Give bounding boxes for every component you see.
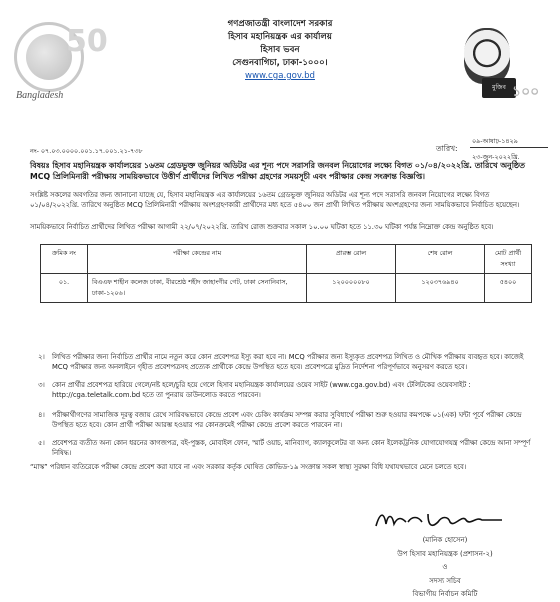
office-address: সেগুনবাগিচা, ঢাকা-১০০০। bbox=[232, 58, 328, 68]
col-total: মোট প্রার্থী সংখ্যা bbox=[485, 245, 532, 274]
signature-block bbox=[360, 534, 530, 602]
memo-number: নং- ০৭.০৩.০০০০.০০১.১৭.০০১.২১-৭৩৮ bbox=[30, 147, 143, 155]
cell-end-roll: ১২০৩৭৬৯৪০ bbox=[396, 274, 485, 303]
cell-center: বিএএফ শাহীন কলেজ ঢাকা, বীরশ্রেষ্ঠ শহীদ জাহাংগীর গেট, ঢাকা সেনানিবাস, ঢাকা-১২০৬। bbox=[88, 274, 307, 303]
col-end-roll: শেষ রোল bbox=[396, 245, 485, 274]
building-name: হিসাব ভবন bbox=[260, 45, 300, 55]
cell-start-roll: ১২০০০০০৮০ bbox=[307, 274, 396, 303]
date-english: ২৩-জুন-২০২২খ্রি. bbox=[472, 153, 520, 161]
date-bangla: ০৯-আষাঢ়-১৪২৯ bbox=[472, 137, 518, 145]
signatory-and: ও bbox=[442, 563, 448, 571]
website-link[interactable]: www.cga.gov.bd bbox=[245, 71, 315, 81]
letterhead bbox=[150, 18, 410, 83]
schedule-paragraph: সাময়িকভাবে নির্বাচিত প্রার্থীদের লিখিত পরীক্ষা আগামী ২২/০৭/২০২২খ্রি. তারিখ রোজ শুক্রবার সকাল ১০.০০ ঘটিকা হতে ১১.৩০ ঘটিকা পর্যন্ত নিম্নোক্ত কেন্দ্র অনুষ্ঠিত হবে। bbox=[30, 223, 494, 231]
table-header-row bbox=[41, 245, 532, 274]
col-center: পরীক্ষা কেন্দ্রের নাম bbox=[88, 245, 307, 274]
signatory-name: (মানিক হোসেন) bbox=[422, 536, 468, 544]
bangladesh-50-logo: 50 Bangladesh bbox=[16, 24, 108, 101]
date-label: তারিখ: bbox=[436, 144, 458, 153]
intro-paragraph: সংশ্লিষ্ট সকলের অবগতির জন্য জানানো যাচ্ছে যে, হিসাব মহানিয়ন্ত্রক এর কার্যালয়ের ১৬তম গ্রেডভুক্ত জুনিয়র অডিটর এর শূন্য পদে সরাসরি জনবল নিয়োগের লক্ষ্যে বিগত ০১/০৪/২০২২খ্রি. তারিখে অনুষ্ঠিত MCQ প্রিলিমিনারী পরীক্ষায় অংশগ্রহণকারী প্রার্থীদের মধ্য হতে ৫৪০০ জন প্রার্থী লিখিত পরীক্ষায় অংশগ্রহণের জন্য সাময়িকভাবে নির্বাচিত হয়েছেন। bbox=[30, 191, 520, 209]
signatory-designation: উপ হিসাব মহানিয়ন্ত্রক (প্রশাসন-২) bbox=[397, 549, 493, 558]
signatory-committee: বিভাগীয় নির্বাচন কমিটি bbox=[412, 590, 478, 598]
govt-name: গণপ্রজাতন্ত্রী বাংলাদেশ সরকার bbox=[227, 19, 333, 29]
col-start-roll: প্রারম্ভ রোল bbox=[307, 245, 396, 274]
exam-center-table bbox=[40, 244, 532, 303]
handwritten-signature bbox=[372, 506, 512, 532]
mujib-100-portrait: মুজিব ১০০ bbox=[452, 26, 538, 102]
office-name: হিসাব মহানিয়ন্ত্রক এর কার্যালয় bbox=[228, 32, 332, 42]
subject-line: বিষয়ঃ হিসাব মহানিয়ন্ত্রক কার্যালয়ের ১৬তম গ্রেডভুক্ত জুনিয়র অডিটর এর শূন্য পদে সরাসরি জনবল নিয়োগের লক্ষ্যে বিগত ০১/০৪/২০২২খ্রি. তারিখে অনুষ্ঠিত MCQ প্রিলিমিনারী পরীক্ষায় সাময়িকভাবে উত্তীর্ণ প্রার্থীদের লিখিত পরীক্ষা গ্রহণের সময়সূচী এবং পরীক্ষার কেন্দ্র সংক্রান্ত বিজ্ঞপ্তি। bbox=[30, 161, 525, 181]
col-serial: ক্রমিক নং bbox=[41, 245, 88, 274]
table-row bbox=[41, 274, 532, 303]
signatory-role: সদস্য সচিব bbox=[429, 576, 461, 585]
notice-page: 50 Bangladesh গণপ্রজাতন্ত্রী বাংলাদেশ সরকার হিসাব মহানিয়ন্ত্রক এর কার্যালয় হিসাব ভবন সেগুনবাগিচা, ঢাকা-১০০০। www.cga.gov.bd মুজিব ১০০ নং- ০৭.০৩.০০০০.০০১.১৭.০০১.২১-৭৩৮ তারিখ: ০৯-আষাঢ়-১৪২৯ ২৩-জুন-২০২২খ্রি. বিষয়ঃ হিসাব মহানিয়ন্ত্রক কার্যালয়ের ১৬তম গ্রেডভুক্ত জুনিয়র অডিটর এর শূন্য পদে সরাসরি জনবল নিয়োগের লক্ষ্যে বিগত ০১/০৪/২০২২খ্রি. তারিখে অনুষ্ঠিত MCQ প্রিলিমিনারী পরীক্ষায় সাময়িকভাবে উত্তীর্ণ প্রার্থীদের লিখিত পরীক্ষা গ্রহণের সময়সূচী এবং পরীক্ষার কেন্দ্র সংক্রান্ত বিজ্ঞপ্তি। সংশ্লিষ্ট সকলের অবগতির জন্য জানানো যাচ্ছে যে, হিসাব মহানিয়ন্ত্রক এর কার্যালয়ের ১৬তম গ্রেডভুক্ত জুনিয়র অডিটর এর শূন্য পদে সরাসরি জনবল নিয়োগের লক্ষ্যে বিগত ০১/০৪/২০২২খ্রি. তারিখে অনুষ্ঠিত MCQ প্রিলিমিনারী পরীক্ষায় অংশগ্রহণকারী প্রার্থীদের মধ্য হতে ৫৪০০ জন প্রার্থী লিখিত পরীক্ষায় অংশগ্রহণের জন্য সাময়িকভাবে নির্বাচিত হয়েছেন। সাময়িকভাবে নির্বাচিত প্রার্থীদের লিখিত পরীক্ষা আগামী ২২/০৭/২০২২খ্রি. তারিখ রোজ শুক্রবার সকাল ১০.০০ ঘটিকা হতে ১১.৩০ ঘটিকা পর্যন্ত নিম্নোক্ত কেন্দ্র অনুষ্ঠিত হবে। ক্রমিক নং পরীক্ষা কেন্দ্রের নাম প্রারম্ভ রোল শেষ রোল মোট প্রার্থী সংখ্যা ০১. বিএএফ শাহীন কলেজ ঢাকা, বীরশ্রেষ্ঠ শহীদ জাহাংগীর গেট, ঢাকা সেনানিবাস, ঢাকা-১২০৬। ১২০০০০০৮০ ১২০৩৭৬৯৪০ ৫৪০০ ২। লিখিত পরীক্ষার জন্য নির্বাচিত প্রার্থীর নামে নতুন করে কোন প্রবেশপত্র ইস্যু করা হবে না। MCQ পরীক্ষার জন্য ইস্যুকৃত প্রবেশপত্র লিখিত ও মৌখিক পরীক্ষায় ব্যবহৃত হবে। কাজেই MCQ পরীক্ষার জন্য অনলাইনে গৃহীত প্রবেশপত্রসহ প্রত্যেক প্রার্থীকে কেন্দ্রে উপস্থিত হতে হবে। প্রবেশপত্রে মুদ্রিত নির্দেশনা পরিপূর্ণভাবে অনুসরণ করতে হবে। ৩। কোন প্রার্থীর প্রবেশপত্র হারিয়ে গেলে/নষ্ট হলে/চুরি হয়ে গেলে হিসাব মহানিয়ন্ত্রক কার্যালয়ের ওয়েব সাইট (www.cga.gov.bd) এবং টেলিটকের ওয়েবসাইট : http://cga.teletalk.com.bd হতে তা পুনরায় ডাউনলোড করতে পারবেন। ৪। পরীক্ষার্থীগণের সামাজিক দূরত্ব বজায় রেখে সারিবদ্ধভাবে কেন্দ্রে প্রবেশ এবং চেকিং কার্যক্রম সম্পন্ন করার সুবিধার্থে পরীক্ষা শুরু হওয়ার কমপক্ষে ০১(এক) ঘন্টা পূর্বে পরীক্ষা কেন্দ্রে উপস্থিত হতে হবে। কোন প্রার্থী পরীক্ষা আরম্ভ হওয়ার পর কোনক্রমেই পরীক্ষা কেন্দ্রে প্রবেশ করতে পারবেন না। ৫। প্রবেশপত্র ব্যতীত অন্য কোন ধরনের কাগজপত্র, বই-পুস্তক, মোবাইল ফোন, স্মার্ট ওয়াচ, মানিব্যাগ, ক্যালকুলেটর বা অন্য কোন ইলেকট্রনিক যোগাযোগযন্ত্র পরীক্ষা কেন্দ্রে আনা সম্পূর্ণ নিষিদ্ধ। “মাস্ক” পরিধান ব্যতিরেকে পরীক্ষা কেন্দ্রে প্রবেশ করা যাবে না এবং সরকার কর্তৃক ঘোষিত কোভিড-১৯ সংক্রান্ত সকল স্বাস্থ্য সুরক্ষা বিধি যথাযথভাবে মেনে চলতে হবে। (মানিক হোসেন) উপ হিসাব মহানিয়ন্ত্রক (প্রশাসন-২) ও সদস্য সচিব বিভাগীয় নির্বাচন কমিটি bbox=[0, 0, 560, 602]
cell-total: ৫৪০০ bbox=[485, 274, 532, 303]
mask-notice: “মাস্ক” পরিধান ব্যতিরেকে পরীক্ষা কেন্দ্রে প্রবেশ করা যাবে না এবং সরকার কর্তৃক ঘোষিত কোভিড-১৯ সংক্রান্ত সকল স্বাস্থ্য সুরক্ষা বিধি যথাযথভাবে মেনে চলতে হবে। bbox=[30, 463, 467, 471]
cell-serial: ০১. bbox=[41, 274, 88, 303]
